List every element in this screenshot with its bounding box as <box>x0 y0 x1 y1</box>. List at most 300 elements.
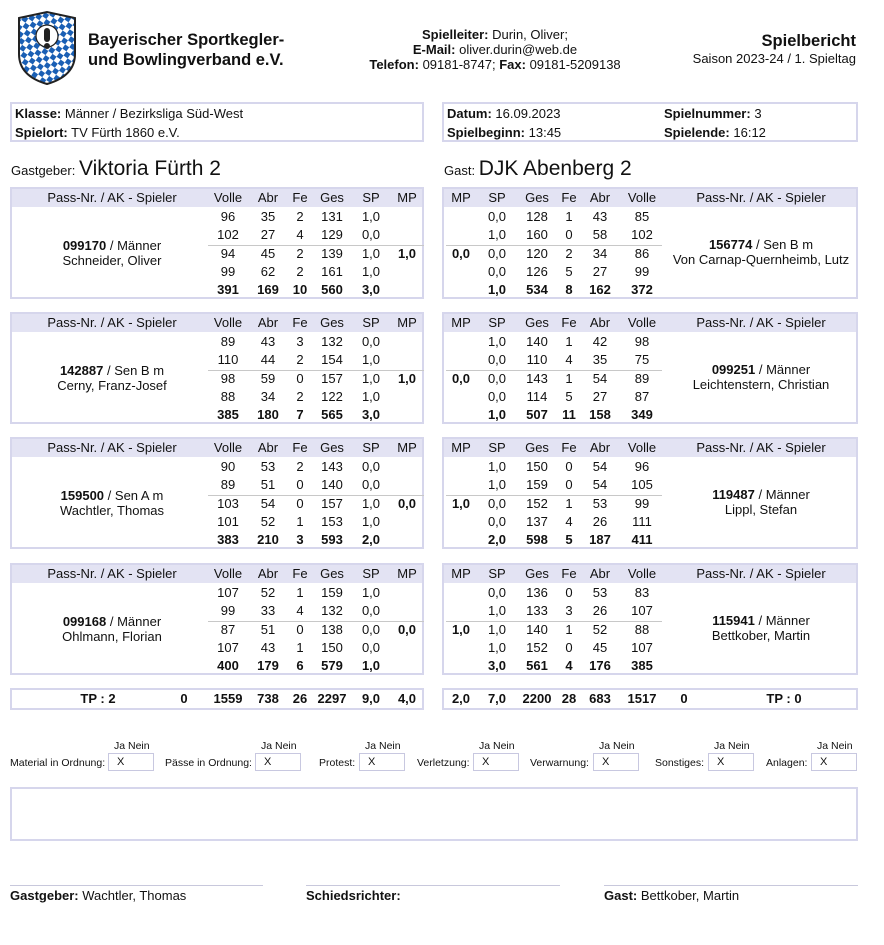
col-header-mp: MP <box>451 315 471 330</box>
score-ges: 140 <box>321 477 343 492</box>
away-total-ges: 2200 <box>522 691 552 706</box>
player-mp: 1,0 <box>451 496 471 511</box>
score-fe: 2 <box>565 246 573 261</box>
total-fe: 8 <box>565 282 573 297</box>
col-header-fe: Fe <box>561 440 577 455</box>
player-info <box>18 238 206 268</box>
ja-nein-header: Ja Nein <box>365 740 401 752</box>
report-title-block <box>693 32 856 66</box>
score-volle: 94 <box>220 246 236 261</box>
col-header-abr: Abr <box>257 315 279 330</box>
total-volle: 385 <box>217 407 239 422</box>
col-header-player: Pass-Nr. / AK - Spieler <box>47 566 177 581</box>
away-signature <box>604 888 739 903</box>
col-header-mp: MP <box>397 315 417 330</box>
nummer-label: Spielnummer: <box>664 106 751 121</box>
score-ges: 160 <box>526 227 548 242</box>
score-ges: 132 <box>321 334 343 349</box>
player-pass-number: 119487 <box>712 487 755 502</box>
score-ges: 143 <box>526 371 548 386</box>
ja-nein-header: Ja Nein <box>261 740 297 752</box>
total-ges: 561 <box>526 658 548 673</box>
player-pass-number: 099168 <box>62 614 107 629</box>
score-fe: 1 <box>565 334 573 349</box>
player-age-class: / Männer <box>758 613 810 628</box>
ja-nein-header: Ja Nein <box>714 740 750 752</box>
player-pass-number: 159500 <box>60 488 105 503</box>
score-abr: 26 <box>592 514 608 529</box>
away-tp: TP : 0 <box>766 691 802 706</box>
score-sp: 1,0 <box>487 603 507 618</box>
col-header-abr: Abr <box>257 190 279 205</box>
check-box[interactable] <box>108 753 154 771</box>
score-volle: 101 <box>217 514 239 529</box>
col-header-mp: MP <box>397 440 417 455</box>
away-team-name: DJK Abenberg 2 <box>478 157 632 180</box>
check-label: Sonstiges: <box>655 757 705 769</box>
player-mp: 0,0 <box>397 496 417 511</box>
spielort-label: Spielort: <box>15 125 68 140</box>
score-abr: 54 <box>592 477 608 492</box>
score-fe: 0 <box>565 477 573 492</box>
leiter-value: Durin, Oliver; <box>492 27 568 42</box>
player-pass-number: 156774 <box>708 237 753 252</box>
col-header-mp: MP <box>397 190 417 205</box>
col-header-ges: Ges <box>320 440 344 455</box>
total-abr: 179 <box>257 658 279 673</box>
score-ges: 129 <box>321 227 343 242</box>
score-volle: 88 <box>634 622 650 637</box>
player-mp: 0,0 <box>451 371 471 386</box>
check-label: Pässe in Ordnung: <box>165 757 252 769</box>
col-header-sp: SP <box>488 190 506 205</box>
fax-value: 09181-5209138 <box>529 57 621 72</box>
score-fe: 3 <box>296 334 304 349</box>
score-abr: 53 <box>260 459 276 474</box>
score-fe: 1 <box>565 209 573 224</box>
check-mark: X <box>602 756 610 768</box>
score-abr: 51 <box>260 622 276 637</box>
col-header-volle: Volle <box>213 566 243 581</box>
player-age-class: / Männer <box>758 487 810 502</box>
score-abr: 35 <box>592 352 608 367</box>
score-fe: 2 <box>296 209 304 224</box>
score-sp: 1,0 <box>487 640 507 655</box>
score-fe: 4 <box>565 514 573 529</box>
check-mark: X <box>820 756 828 768</box>
check-box[interactable] <box>811 753 857 771</box>
away-total-sp: 7,0 <box>487 691 507 706</box>
col-header-fe: Fe <box>292 440 308 455</box>
player-mp: 1,0 <box>397 371 417 386</box>
col-header-abr: Abr <box>257 566 279 581</box>
datum-label: Datum: <box>447 106 492 121</box>
total-ges: 534 <box>526 282 548 297</box>
score-abr: 54 <box>260 496 276 511</box>
home-total-volle: 1559 <box>213 691 243 706</box>
score-abr: 52 <box>592 622 608 637</box>
total-sp: 3,0 <box>487 658 507 673</box>
score-ges: 153 <box>321 514 343 529</box>
score-volle: 87 <box>634 389 650 404</box>
player-age-class: / Sen B m <box>755 237 814 252</box>
total-volle: 411 <box>631 532 653 547</box>
total-sp: 2,0 <box>361 532 381 547</box>
col-header-player: Pass-Nr. / AK - Spieler <box>696 190 826 205</box>
score-ges: 150 <box>321 640 343 655</box>
col-header-player: Pass-Nr. / AK - Spieler <box>47 190 177 205</box>
score-abr: 52 <box>260 585 276 600</box>
score-sp: 1,0 <box>361 585 381 600</box>
score-fe: 2 <box>296 389 304 404</box>
score-fe: 1 <box>296 585 304 600</box>
referee-signature-line <box>306 885 560 886</box>
home-tp: TP : 2 <box>80 691 116 706</box>
col-header-fe: Fe <box>292 566 308 581</box>
score-volle: 99 <box>220 603 236 618</box>
org-name-line1: Bayerischer Sportkegler- <box>88 31 285 49</box>
player-age-class: / Männer <box>109 238 162 253</box>
col-header-fe: Fe <box>561 190 577 205</box>
check-box[interactable] <box>708 753 754 771</box>
col-header-ges: Ges <box>320 566 344 581</box>
score-volle: 88 <box>220 389 236 404</box>
total-sp: 1,0 <box>361 658 381 673</box>
score-ges: 128 <box>526 209 548 224</box>
score-abr: 43 <box>260 640 276 655</box>
score-fe: 0 <box>565 585 573 600</box>
score-abr: 54 <box>592 459 608 474</box>
home-signature-value: Wachtler, Thomas <box>82 888 187 903</box>
check-label: Material in Ordnung: <box>10 757 106 769</box>
away-player-block <box>442 187 858 299</box>
score-volle: 99 <box>634 496 650 511</box>
score-sp: 1,0 <box>361 352 381 367</box>
check-mark: X <box>117 756 125 768</box>
total-sp: 2,0 <box>487 532 507 547</box>
player-info <box>18 488 206 518</box>
score-abr: 58 <box>592 227 608 242</box>
score-volle: 102 <box>217 227 239 242</box>
col-header-ges: Ges <box>320 315 344 330</box>
total-volle: 372 <box>631 282 653 297</box>
score-volle: 96 <box>220 209 236 224</box>
score-sp: 1,0 <box>487 459 507 474</box>
total-volle: 383 <box>217 532 239 547</box>
home-signature <box>10 888 186 903</box>
notes-box[interactable] <box>10 787 858 841</box>
score-sp: 0,0 <box>361 459 381 474</box>
score-volle: 102 <box>631 227 653 242</box>
score-ges: 140 <box>526 334 548 349</box>
score-sp: 0,0 <box>361 227 381 242</box>
score-sp: 0,0 <box>487 496 507 511</box>
score-fe: 1 <box>565 622 573 637</box>
total-volle: 391 <box>217 282 239 297</box>
check-box[interactable] <box>255 753 301 771</box>
score-fe: 0 <box>565 640 573 655</box>
score-sp: 0,0 <box>361 477 381 492</box>
score-fe: 4 <box>565 352 573 367</box>
score-abr: 27 <box>592 389 608 404</box>
score-fe: 1 <box>565 371 573 386</box>
home-total-row <box>10 688 424 710</box>
score-sp: 0,0 <box>487 514 507 529</box>
player-pass-number: 099251 <box>711 362 756 377</box>
player-age-class: / Männer <box>109 614 162 629</box>
col-header-ges: Ges <box>320 190 344 205</box>
player-name: Wachtler, Thomas <box>59 503 165 518</box>
score-abr: 27 <box>260 227 276 242</box>
score-ges: 122 <box>321 389 343 404</box>
score-ges: 159 <box>526 477 548 492</box>
col-header-volle: Volle <box>627 566 657 581</box>
check-label: Verwarnung: <box>530 757 589 769</box>
score-abr: 33 <box>260 603 276 618</box>
col-header-mp: MP <box>397 566 417 581</box>
home-block-header <box>12 565 422 583</box>
check-box[interactable] <box>593 753 639 771</box>
score-ges: 136 <box>526 585 548 600</box>
away-team-label: Gast: <box>444 163 476 178</box>
referee-signature-label: Schiedsrichter: <box>306 888 401 903</box>
away-total-row <box>442 688 858 710</box>
check-mark: X <box>482 756 490 768</box>
score-ges: 138 <box>321 622 343 637</box>
score-ges: 114 <box>526 389 548 404</box>
score-sp: 1,0 <box>361 389 381 404</box>
score-fe: 1 <box>565 496 573 511</box>
beginn-label: Spielbeginn: <box>447 125 525 140</box>
total-ges: 560 <box>321 282 343 297</box>
col-header-volle: Volle <box>213 315 243 330</box>
score-ges: 137 <box>526 514 548 529</box>
total-abr: 210 <box>257 532 279 547</box>
datum-value: 16.09.2023 <box>495 106 561 121</box>
col-header-mp: MP <box>451 190 471 205</box>
score-volle: 107 <box>217 640 239 655</box>
total-abr: 180 <box>257 407 279 422</box>
player-info <box>666 237 856 267</box>
score-fe: 0 <box>296 496 304 511</box>
leiter-label: Spielleiter: <box>422 27 489 42</box>
score-fe: 0 <box>296 622 304 637</box>
player-mp: 1,0 <box>397 246 417 261</box>
score-sp: 1,0 <box>361 514 381 529</box>
score-volle: 87 <box>220 622 236 637</box>
score-volle: 98 <box>220 371 236 386</box>
home-total-sp: 9,0 <box>361 691 381 706</box>
score-abr: 43 <box>260 334 276 349</box>
score-sp: 1,0 <box>487 227 507 242</box>
score-ges: 139 <box>321 246 343 261</box>
score-volle: 96 <box>634 459 650 474</box>
ja-nein-header: Ja Nein <box>817 740 853 752</box>
klasse-label: Klasse: <box>15 106 62 121</box>
check-mark: X <box>717 756 725 768</box>
score-fe: 1 <box>296 640 304 655</box>
score-volle: 99 <box>220 264 236 279</box>
total-ges: 579 <box>321 658 343 673</box>
score-volle: 89 <box>634 371 650 386</box>
player-mp: 0,0 <box>451 246 471 261</box>
total-ges: 598 <box>526 532 548 547</box>
home-total-zero: 0 <box>180 691 188 706</box>
away-block-header <box>444 565 856 583</box>
total-sp: 1,0 <box>487 407 507 422</box>
score-sp: 1,0 <box>487 334 507 349</box>
home-player-block <box>10 437 424 549</box>
score-sp: 1,0 <box>361 246 381 261</box>
score-volle: 105 <box>631 477 653 492</box>
score-abr: 53 <box>592 496 608 511</box>
player-info <box>666 613 856 643</box>
email-label: E-Mail: <box>412 42 456 57</box>
score-ges: 150 <box>526 459 548 474</box>
email-value[interactable]: oliver.durin@web.de <box>459 42 578 57</box>
away-total-fe: 28 <box>561 691 577 706</box>
player-info <box>666 487 856 517</box>
klasse-value: Männer / Bezirksliga Süd-West <box>64 106 244 121</box>
col-header-sp: SP <box>488 566 506 581</box>
score-abr: 54 <box>592 371 608 386</box>
player-info <box>666 362 856 392</box>
col-header-abr: Abr <box>589 190 611 205</box>
check-mark: X <box>368 756 376 768</box>
score-ges: 152 <box>526 496 548 511</box>
col-header-abr: Abr <box>589 566 611 581</box>
total-fe: 11 <box>562 407 576 422</box>
check-label: Protest: <box>319 757 356 769</box>
col-header-ges: Ges <box>525 315 549 330</box>
away-signature-value: Bettkober, Martin <box>640 888 740 903</box>
score-fe: 1 <box>296 514 304 529</box>
total-fe: 10 <box>292 282 308 297</box>
col-header-fe: Fe <box>292 190 308 205</box>
home-block-header <box>12 439 422 457</box>
player-pass-number: 115941 <box>712 613 755 628</box>
score-sp: 0,0 <box>487 371 507 386</box>
player-age-class: / Männer <box>758 362 811 377</box>
total-abr: 187 <box>589 532 611 547</box>
col-header-volle: Volle <box>213 190 243 205</box>
player-mp: 1,0 <box>451 622 471 637</box>
col-header-ges: Ges <box>525 440 549 455</box>
check-box[interactable] <box>359 753 405 771</box>
score-volle: 83 <box>634 585 650 600</box>
score-volle: 85 <box>634 209 650 224</box>
col-header-player: Pass-Nr. / AK - Spieler <box>696 315 826 330</box>
home-player-block <box>10 312 424 424</box>
away-team-heading <box>444 157 632 181</box>
score-sp: 0,0 <box>487 389 507 404</box>
score-volle: 111 <box>632 514 652 529</box>
score-abr: 35 <box>260 209 276 224</box>
score-fe: 0 <box>565 459 573 474</box>
score-sp: 0,0 <box>487 585 507 600</box>
contact-block <box>340 27 650 72</box>
total-volle: 385 <box>631 658 653 673</box>
away-block-header <box>444 314 856 332</box>
home-team-heading <box>11 157 221 181</box>
away-block-header <box>444 439 856 457</box>
score-fe: 0 <box>296 371 304 386</box>
col-header-mp: MP <box>451 566 471 581</box>
col-header-volle: Volle <box>627 190 657 205</box>
col-header-abr: Abr <box>257 440 279 455</box>
col-header-player: Pass-Nr. / AK - Spieler <box>696 566 826 581</box>
check-label: Verletzung: <box>417 757 470 769</box>
col-header-volle: Volle <box>627 315 657 330</box>
away-signature-line <box>604 885 858 886</box>
score-ges: 157 <box>321 496 343 511</box>
col-header-sp: SP <box>362 190 380 205</box>
player-mp: 0,0 <box>397 622 417 637</box>
score-ges: 131 <box>321 209 343 224</box>
ja-nein-header: Ja Nein <box>479 740 515 752</box>
score-ges: 143 <box>321 459 343 474</box>
away-total-abr: 683 <box>589 691 611 706</box>
score-abr: 59 <box>260 371 276 386</box>
org-name-line2: und Bowlingverband e.V. <box>88 51 284 69</box>
score-sp: 1,0 <box>487 477 507 492</box>
away-total-mp: 2,0 <box>451 691 471 706</box>
score-fe: 2 <box>296 264 304 279</box>
score-ges: 133 <box>526 603 548 618</box>
away-player-block <box>442 563 858 675</box>
total-sp: 3,0 <box>361 407 381 422</box>
score-volle: 107 <box>631 640 653 655</box>
total-ges: 593 <box>321 532 343 547</box>
score-ges: 161 <box>321 264 343 279</box>
away-player-block <box>442 437 858 549</box>
home-total-abr: 738 <box>257 691 279 706</box>
ende-value: 16:12 <box>733 125 766 140</box>
col-header-player: Pass-Nr. / AK - Spieler <box>47 440 177 455</box>
player-name: Von Carnap-Quernheimb, Lutz <box>672 252 850 267</box>
player-name: Bettkober, Martin <box>711 628 811 643</box>
score-abr: 34 <box>592 246 608 261</box>
ende-label: Spielende: <box>664 125 730 140</box>
col-header-sp: SP <box>488 315 506 330</box>
fax-label: Fax: <box>499 57 526 72</box>
home-total-mp: 4,0 <box>397 691 417 706</box>
score-abr: 42 <box>592 334 608 349</box>
score-abr: 43 <box>592 209 608 224</box>
player-pass-number: 142887 <box>59 363 104 378</box>
score-abr: 53 <box>592 585 608 600</box>
away-block-header <box>444 189 856 207</box>
score-sp: 0,0 <box>361 334 381 349</box>
score-abr: 27 <box>592 264 608 279</box>
score-sp: 0,0 <box>487 264 507 279</box>
score-ges: 157 <box>321 371 343 386</box>
score-sp: 1,0 <box>361 264 381 279</box>
check-box[interactable] <box>473 753 519 771</box>
home-team-name: Viktoria Fürth 2 <box>78 157 221 180</box>
col-header-sp: SP <box>362 315 380 330</box>
report-subtitle: Saison 2023-24 / 1. Spieltag <box>692 51 856 66</box>
score-abr: 62 <box>260 264 276 279</box>
score-ges: 152 <box>526 640 548 655</box>
score-fe: 5 <box>565 264 573 279</box>
score-sp: 1,0 <box>361 209 381 224</box>
score-sp: 1,0 <box>361 496 381 511</box>
score-volle: 75 <box>634 352 650 367</box>
col-header-sp: SP <box>488 440 506 455</box>
score-volle: 99 <box>634 264 650 279</box>
total-fe: 3 <box>296 532 304 547</box>
